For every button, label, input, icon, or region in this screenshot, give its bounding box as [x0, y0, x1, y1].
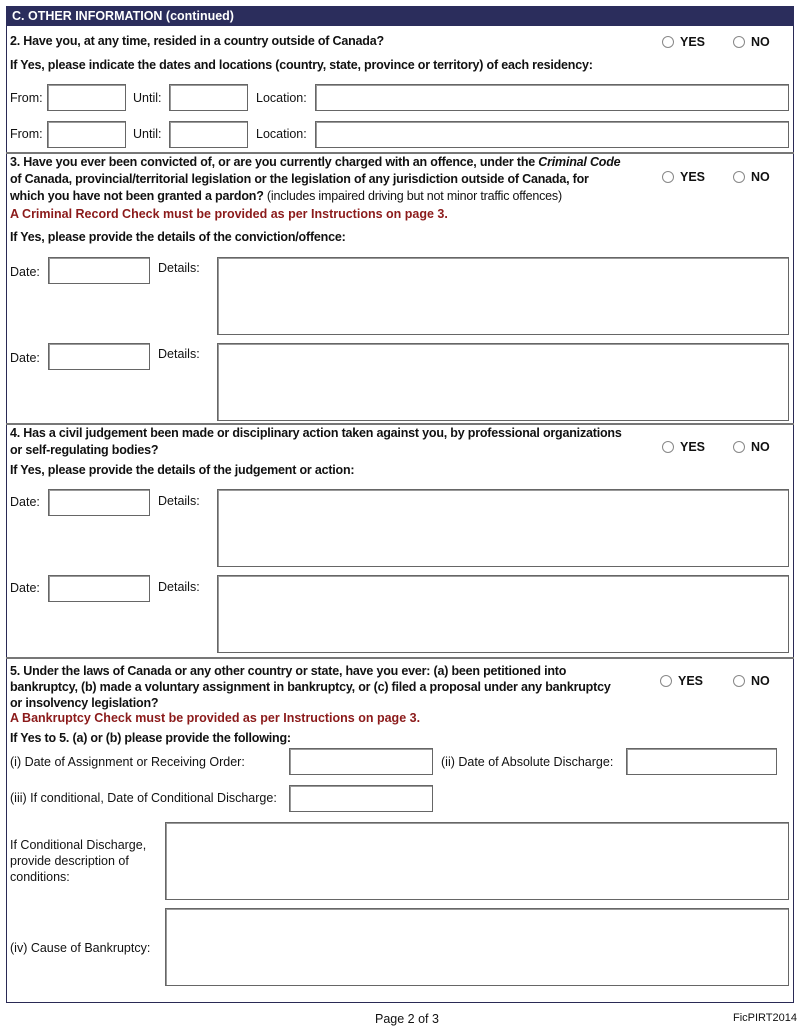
q3-details-textarea-1[interactable] [217, 257, 789, 335]
date-assignment-label: (i) Date of Assignment or Receiving Order: [10, 755, 245, 769]
details-label: Details: [158, 580, 200, 594]
location-label: Location: [256, 127, 307, 141]
from-label: From: [10, 127, 43, 141]
from-label: From: [10, 91, 43, 105]
until-label: Until: [133, 91, 162, 105]
q5-date-absolute-input[interactable] [626, 748, 777, 775]
q2-from-input-2[interactable] [47, 121, 126, 148]
details-label: Details: [158, 261, 200, 275]
page-number: Page 2 of 3 [375, 1012, 439, 1026]
q5-conditions-textarea[interactable] [165, 822, 789, 900]
radio-circle-icon [662, 171, 674, 183]
q3-question: 3. Have you ever been convicted of, or are you currently charged with an offence, under the Criminal Code of Canada, provincial/territorial legislation or the legislation of any jurisdiction outside of Canada, for which you have not been granted a pardon? (includes impaired driving but not minor traffic offences) [10, 155, 621, 203]
q5-date-conditional-input[interactable] [289, 785, 433, 812]
q3-warning: A Criminal Record Check must be provided as per Instructions on page 3. [10, 207, 448, 221]
q4-no-radio[interactable]: NO [733, 440, 770, 454]
form-id: FicPIRT2014 [733, 1012, 797, 1024]
radio-circle-icon [733, 171, 745, 183]
date-label: Date: [10, 581, 40, 595]
q5-question: 5. Under the laws of Canada or any other country or state, have you ever: (a) been petitioned into bankruptcy, (b) made a voluntary assignment in bankruptcy, or (c) filed a proposal under any bankruptcy or insolvency legislation? [10, 664, 611, 710]
date-label: Date: [10, 495, 40, 509]
q5-yes-radio[interactable]: YES [660, 674, 703, 688]
q3-date-input-1[interactable] [48, 257, 150, 284]
location-label: Location: [256, 91, 307, 105]
q2-no-radio[interactable]: NO [733, 35, 770, 49]
q2-location-input-2[interactable] [315, 121, 789, 148]
section-divider [6, 657, 794, 659]
q3-details-textarea-2[interactable] [217, 343, 789, 421]
details-label: Details: [158, 494, 200, 508]
conditions-label: If Conditional Discharge, provide description of conditions: [10, 838, 147, 884]
cause-label: (iv) Cause of Bankruptcy: [10, 941, 151, 955]
q5-warning: A Bankruptcy Check must be provided as per Instructions on page 3. [10, 711, 421, 725]
q5-cause-textarea[interactable] [165, 908, 789, 986]
radio-circle-icon [660, 675, 672, 687]
until-label: Until: [133, 127, 162, 141]
q4-date-input-2[interactable] [48, 575, 150, 602]
q5-instruction: If Yes to 5. (a) or (b) please provide the following: [10, 731, 291, 745]
date-label: Date: [10, 351, 40, 365]
radio-circle-icon [662, 441, 674, 453]
q4-yes-radio[interactable]: YES [662, 440, 705, 454]
date-label: Date: [10, 265, 40, 279]
radio-circle-icon [733, 441, 745, 453]
q3-no-radio[interactable]: NO [733, 170, 770, 184]
q5-no-radio[interactable]: NO [733, 674, 770, 688]
date-conditional-label: (iii) If conditional, Date of Conditional Discharge: [10, 791, 277, 805]
date-absolute-label: (ii) Date of Absolute Discharge: [441, 755, 614, 769]
q4-date-input-1[interactable] [48, 489, 150, 516]
radio-circle-icon [733, 36, 745, 48]
q4-details-textarea-2[interactable] [217, 575, 789, 653]
q4-question: 4. Has a civil judgement been made or disciplinary action taken against you, by professional organizations or self-regulating bodies? [10, 426, 622, 457]
radio-circle-icon [733, 675, 745, 687]
q3-date-input-2[interactable] [48, 343, 150, 370]
q2-instruction: If Yes, please indicate the dates and locations (country, state, province or territory) of each residency: [10, 58, 593, 72]
q2-from-input-1[interactable] [47, 84, 126, 111]
q2-location-input-1[interactable] [315, 84, 789, 111]
q4-details-textarea-1[interactable] [217, 489, 789, 567]
q4-instruction: If Yes, please provide the details of the judgement or action: [10, 463, 355, 477]
q2-until-input-2[interactable] [169, 121, 248, 148]
q5-date-assignment-input[interactable] [289, 748, 433, 775]
details-label: Details: [158, 347, 200, 361]
q2-question: 2. Have you, at any time, resided in a country outside of Canada? [10, 34, 384, 48]
q3-instruction: If Yes, please provide the details of the conviction/offence: [10, 230, 346, 244]
q2-yes-radio[interactable]: YES [662, 35, 705, 49]
q3-yes-radio[interactable]: YES [662, 170, 705, 184]
section-header: C. OTHER INFORMATION (continued) [6, 6, 794, 26]
q2-until-input-1[interactable] [169, 84, 248, 111]
radio-circle-icon [662, 36, 674, 48]
